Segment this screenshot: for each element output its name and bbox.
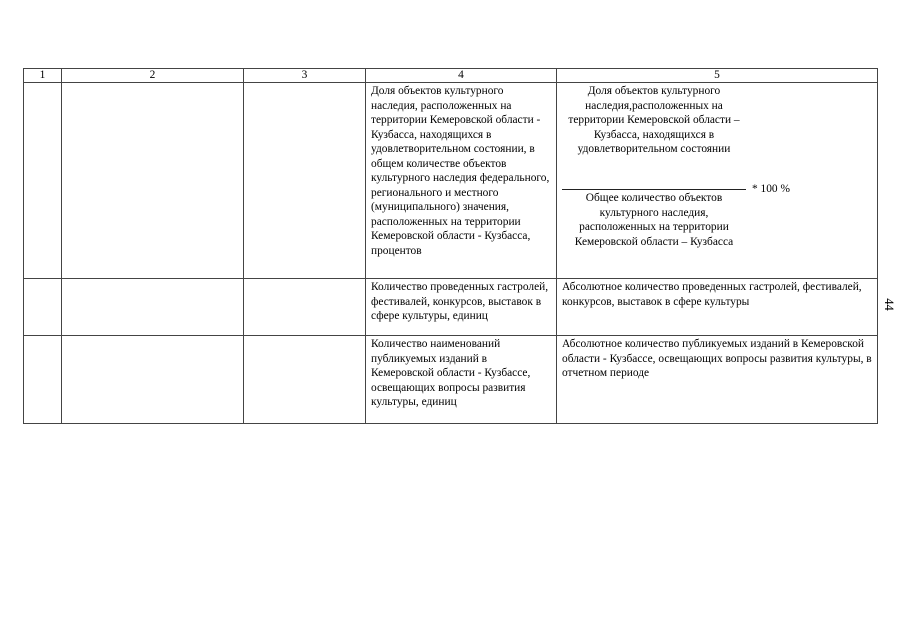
formula-cell [557,83,878,279]
column-header-1: 1 [24,69,62,83]
formula-numerator: Доля объектов культурного наследия,расположенных на территории Кемеровской области – Кузбасса, находящихся в удовлетворительном состоянии [568,85,740,155]
cell-empty [62,83,244,279]
fraction-line [562,189,746,190]
indicators-table [23,68,878,424]
method-cell [557,279,878,336]
indicator-cell [366,279,557,336]
cell-empty [24,279,62,336]
table-row [24,279,878,336]
column-header-3: 3 [244,69,366,83]
cell-empty [62,279,244,336]
method-text: Абсолютное количество проведенных гастролей, фестивалей, конкурсов, выставок в сфере культуры [562,281,862,308]
method-text: Абсолютное количество публикуемых изданий в Кемеровской области - Кузбассе, освещающих вопросы развития культуры, в отчетном периоде [562,338,872,379]
formula-denominator: Общее количество объектов культурного наследия, расположенных на территории Кемеровской области – Кузбасса [574,192,734,248]
cell-empty [244,336,366,424]
cell-empty [244,83,366,279]
indicator-text: Доля объектов культурного наследия, расположенных на территории Кемеровской области - Кузбасса, находящихся в удовлетворительном состоянии, в общем количестве объектов культурного наследия федерального, регионального и местного (муниципального) значения, расположенных на территории Кемеровской области - Кузбасса, процентов [371,85,550,257]
indicator-text: Количество проведенных гастролей, фестивалей, конкурсов, выставок в сфере культуры, единиц [371,281,549,322]
cell-empty [24,336,62,424]
indicator-cell [366,336,557,424]
cell-empty [244,279,366,336]
column-header-4: 4 [366,69,557,83]
formula [562,84,873,266]
formula-multiplier: * 100 % [752,183,790,195]
page-number: 44 [881,298,896,311]
cell-empty [62,336,244,424]
table-row [24,336,878,424]
column-header-5: 5 [557,69,878,83]
method-cell [557,336,878,424]
table-row [24,83,878,279]
table-header-row [24,69,878,83]
indicator-cell [366,83,557,279]
cell-empty [24,83,62,279]
column-header-2: 2 [62,69,244,83]
indicator-text: Количество наименований публикуемых изданий в Кемеровской области - Кузбассе, освещающих вопросы развития культуры, единиц [371,338,531,408]
